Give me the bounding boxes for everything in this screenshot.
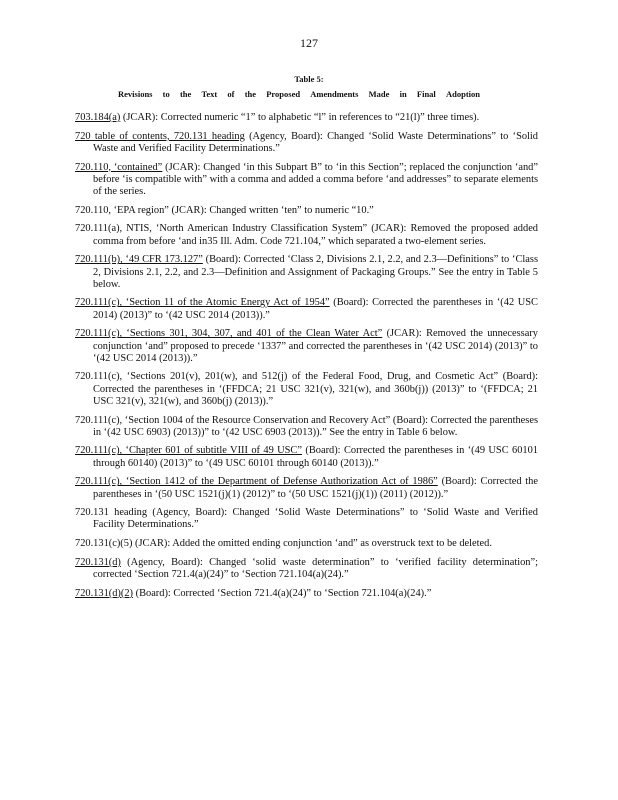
revision-entry [75, 476, 538, 500]
revision-entry-heading: 720.110, ‘EPA region” [75, 204, 169, 216]
revision-entry-text: (JCAR): Removed the proposed added comma from before ‘and in35 Ill. Adm. Code 721.104,” which separated a two-element series. [93, 223, 539, 247]
revision-entry-heading: 720.110, ‘contained” [75, 161, 163, 173]
page-number: 127 [300, 36, 318, 50]
revision-entry-text: (Board): Corrected the parentheses in ‘(50 USC 1521(j)(1) (2012)” to ‘(50 USC 1521(j)(1)) (2011) (2012)).” [93, 476, 538, 500]
revision-entry-text: (Board): Corrected ‘Section 721.4(a)(24)” to ‘Section 721.104(a)(24).” [133, 587, 432, 599]
revision-entry-heading: 720.111(b), ‘49 CFR 173.127” [75, 254, 203, 266]
revision-entry-text: (JCAR): Added the omitted ending conjunction ‘and” as overstruck text to be deleted. [132, 538, 492, 550]
table-subtitle-word: of [227, 89, 235, 99]
revision-entry-heading: 720.111(c), ‘Section 11 of the Atomic Energy Act of 1954” [75, 297, 330, 309]
revision-entry-heading: 720.111(c), ‘Section 1004 of the Resource Conservation and Recovery Act” [75, 414, 391, 426]
revision-entry-heading: 720.131(d) [75, 556, 121, 568]
revision-entry-text: (Board): Corrected the parentheses in ‘(42 USC 6903) (2013))” to ‘(42 USC 6903 (2013)).” See the entry in Table 6 below. [93, 414, 538, 438]
revision-entry [75, 588, 538, 600]
table-subtitle [118, 89, 480, 99]
revision-entry-heading: 720 table of contents, 720.131 heading [75, 130, 245, 142]
revision-entry [75, 131, 538, 155]
revision-entry-text: (Board): Corrected the parentheses in ‘(42 USC 2014) (2013)” to ‘(42 USC 2014 (2013)).” [93, 297, 538, 321]
revision-entry-heading: 720.111(c), ‘Sections 201(v), 201(w), and 512(j) of the Federal Food, Drug, and Cosmetic Act” [75, 371, 499, 383]
table-subtitle-word: Made [368, 89, 390, 99]
table-subtitle-word: Final [416, 89, 436, 99]
table-title: Table 5: [294, 74, 324, 84]
revision-entry [75, 297, 538, 321]
revision-entry [75, 557, 538, 581]
revision-entry-heading: 720.131(c)(5) [75, 538, 133, 550]
revision-entry [75, 328, 538, 365]
revision-entry-heading: 720.111(a), NTIS, ‘North American Industry Classification System” [75, 223, 368, 235]
revision-entry [75, 162, 538, 199]
revision-entry-text: (JCAR): Changed ‘in this Subpart B” to ‘in this Section”; replaced the conjunction ‘and” before ‘is compatible with” with a comma and added a comma before ‘and addresses” to separate elements of the series. [93, 161, 538, 198]
revision-entry [75, 205, 538, 217]
revision-entry [75, 445, 538, 469]
revision-entry [75, 415, 538, 439]
table-subtitle-word: to [162, 89, 170, 99]
revision-entry [75, 507, 538, 531]
revision-entry-heading: 720.111(c), ‘Section 1412 of the Department of Defense Authorization Act of 1986” [75, 476, 438, 488]
revision-entry-heading: 720.111(c), ‘Sections 301, 304, 307, and 401 of the Clean Water Act” [75, 328, 383, 340]
table-subtitle-word: Proposed [266, 89, 301, 99]
table-subtitle-word: Text [201, 89, 218, 99]
table-subtitle-word: Revisions [118, 89, 153, 99]
table-subtitle-word: in [399, 89, 407, 99]
revision-entry-heading: 720.131(d)(2) [75, 587, 134, 599]
table-subtitle-word: the [244, 89, 257, 99]
revision-entry-heading: 720.131 heading (Agency, Board): [75, 507, 228, 519]
table-subtitle-word: Adoption [445, 89, 480, 99]
revision-entry [75, 371, 538, 408]
revision-entry-text: Changed ‘Solid Waste Determinations” to ‘Solid Waste and Verified Facility Determinations.” [93, 507, 538, 531]
table-subtitle-word: the [179, 89, 192, 99]
revision-entry [75, 254, 538, 291]
revision-entry-text: (Board): Corrected the parentheses in ‘(49 USC 60101 through 60140) (2013)” to ‘(49 USC 60101 through 60140 (2013)).” [93, 445, 538, 469]
revision-entry-text: (Agency, Board): Changed ‘solid waste determination” to ‘verified facility determination”; corrected ‘Section 721.4(a)(24)” to ‘Section 721.104(a)(24).” [93, 556, 538, 581]
revision-entry-text: (JCAR): Changed written ‘ten” to numeric “10.” [168, 204, 374, 216]
revision-entry-text: (Board): Corrected ‘Class 2, Divisions 2.1, 2.2, and 2.3—Definitions” to ‘Class 2, Divisions 2.1, 2.2, and 2.3—Definition and Assignment of Packaging Groups.” See the entry in Table 5 below. [93, 254, 538, 290]
revision-entry-text: (JCAR): Corrected numeric “1” to alphabetic “l” in references to “21(l)” three times). [120, 112, 480, 123]
revision-entry-heading: 703.184(a) [75, 112, 121, 123]
revision-entry-heading: 720.111(c), ‘Chapter 601 of subtitle VIII of 49 USC” [75, 445, 302, 457]
revision-entry-text: (Agency, Board): Changed ‘Solid Waste Determinations” to ‘Solid Waste and Verified Facility Determinations.” [93, 130, 539, 154]
revision-list [75, 112, 538, 607]
table-subtitle-word: Amendments [310, 89, 359, 99]
revision-entry-text: (Board): Corrected the parentheses in ‘(FFDCA; 21 USC 321(v), 321(w), and 360b(j)) (2013)” to ‘(FFDCA; 21 USC 321(v), 321(w), and 360b(j) (2013)).” [93, 371, 538, 407]
revision-entry [75, 538, 538, 550]
revision-entry [75, 112, 538, 124]
revision-entry [75, 223, 538, 247]
revision-entry-text: (JCAR): Removed the unnecessary conjunction ‘and” proposed to precede ‘1337” and corrected the parentheses in ‘(42 USC 2014) (2013)” to ‘(42 USC 2014 (2013)).” [93, 328, 538, 364]
